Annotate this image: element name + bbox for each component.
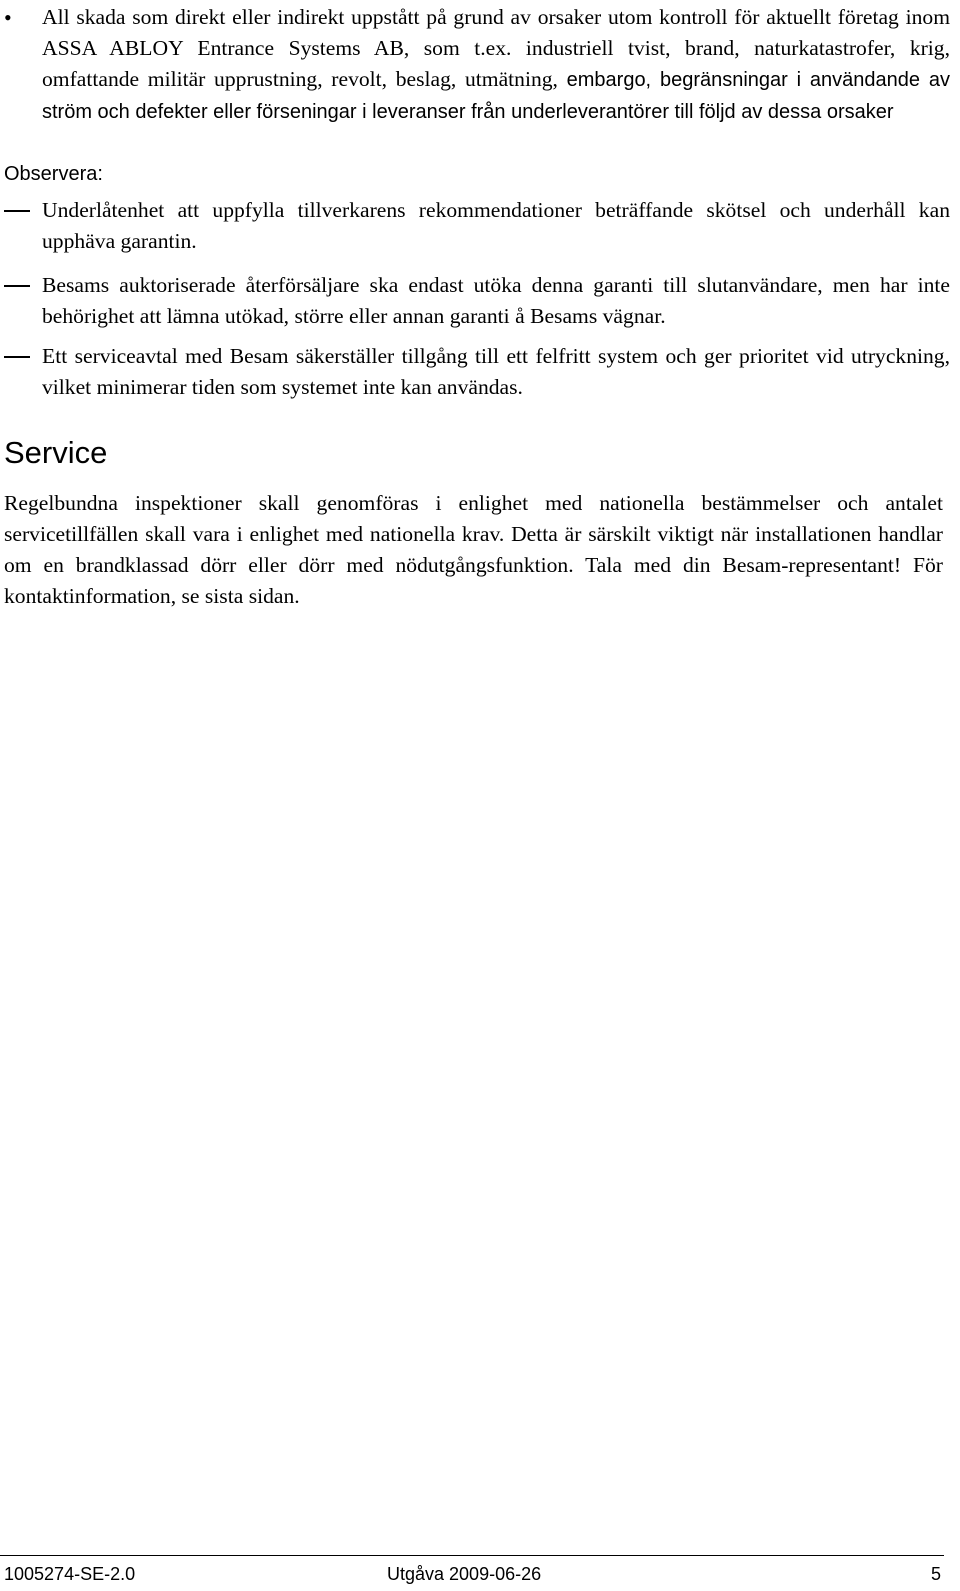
service-paragraph: Regelbundna inspektioner skall genomföras i enlighet med nationella bestämmelser och antalet servicetillfällen skall vara i enlighet med nationella krav. Detta är särskilt viktigt när installationen handlar om en brandklassad dörr eller dörr med nödutgångsfunktion. Tala med din Besam-representant! För kontaktinformation, se sista sidan.	[4, 491, 943, 608]
note-item-resellers	[0, 270, 950, 332]
page-number: 5	[930, 1564, 941, 1584]
note-text: Besams auktoriserade återförsäljare ska endast utöka denna garanti till slutanvändare, men har inte behörighet att lämna utökad, större eller annan garanti å Besams vägnar.	[42, 273, 950, 328]
dash-marker	[0, 341, 42, 372]
note-text: Underlåtenhet att uppfylla tillverkarens rekommendationer beträffande skötsel och underhåll kan upphäva garantin.	[42, 198, 950, 253]
bullet-text-part-1: All skada som direkt eller indirekt uppstått på grund av orsaker utom kontroll för aktuellt företag inom ASSA ABLOY Entrance Systems AB, som t.ex. industriell tvist, brand, naturkatastrofer, krig, omfattande militär upprustning, revolt, beslag, utmätning,	[42, 5, 950, 91]
bullet-text	[42, 2, 950, 128]
dash-marker	[0, 270, 42, 301]
bullet-marker: •	[4, 5, 12, 30]
note-item-maintenance	[0, 195, 950, 257]
bullet-text-part-2: embargo, begränsningar i användande av ström och defekter eller förseningar i leveranser från underleverantörer till följd av dessa orsaker	[42, 69, 950, 123]
section-heading-service: Service	[4, 435, 108, 470]
observe-label: Observera:	[4, 163, 103, 185]
note-text: Ett serviceavtal med Besam säkerställer tillgång till ett felfritt system och ger prioritet vid utryckning, vilket minimerar tiden som systemet inte kan användas.	[42, 344, 950, 399]
footer-divider	[0, 1555, 944, 1556]
page-footer	[4, 1561, 941, 1587]
edition-date: Utgåva 2009-06-26	[387, 1564, 542, 1584]
document-number: 1005274-SE-2.0	[4, 1564, 136, 1584]
note-item-service-agreement	[0, 341, 950, 403]
bullet-item-force-majeure	[0, 2, 950, 128]
dash-marker	[0, 195, 42, 226]
